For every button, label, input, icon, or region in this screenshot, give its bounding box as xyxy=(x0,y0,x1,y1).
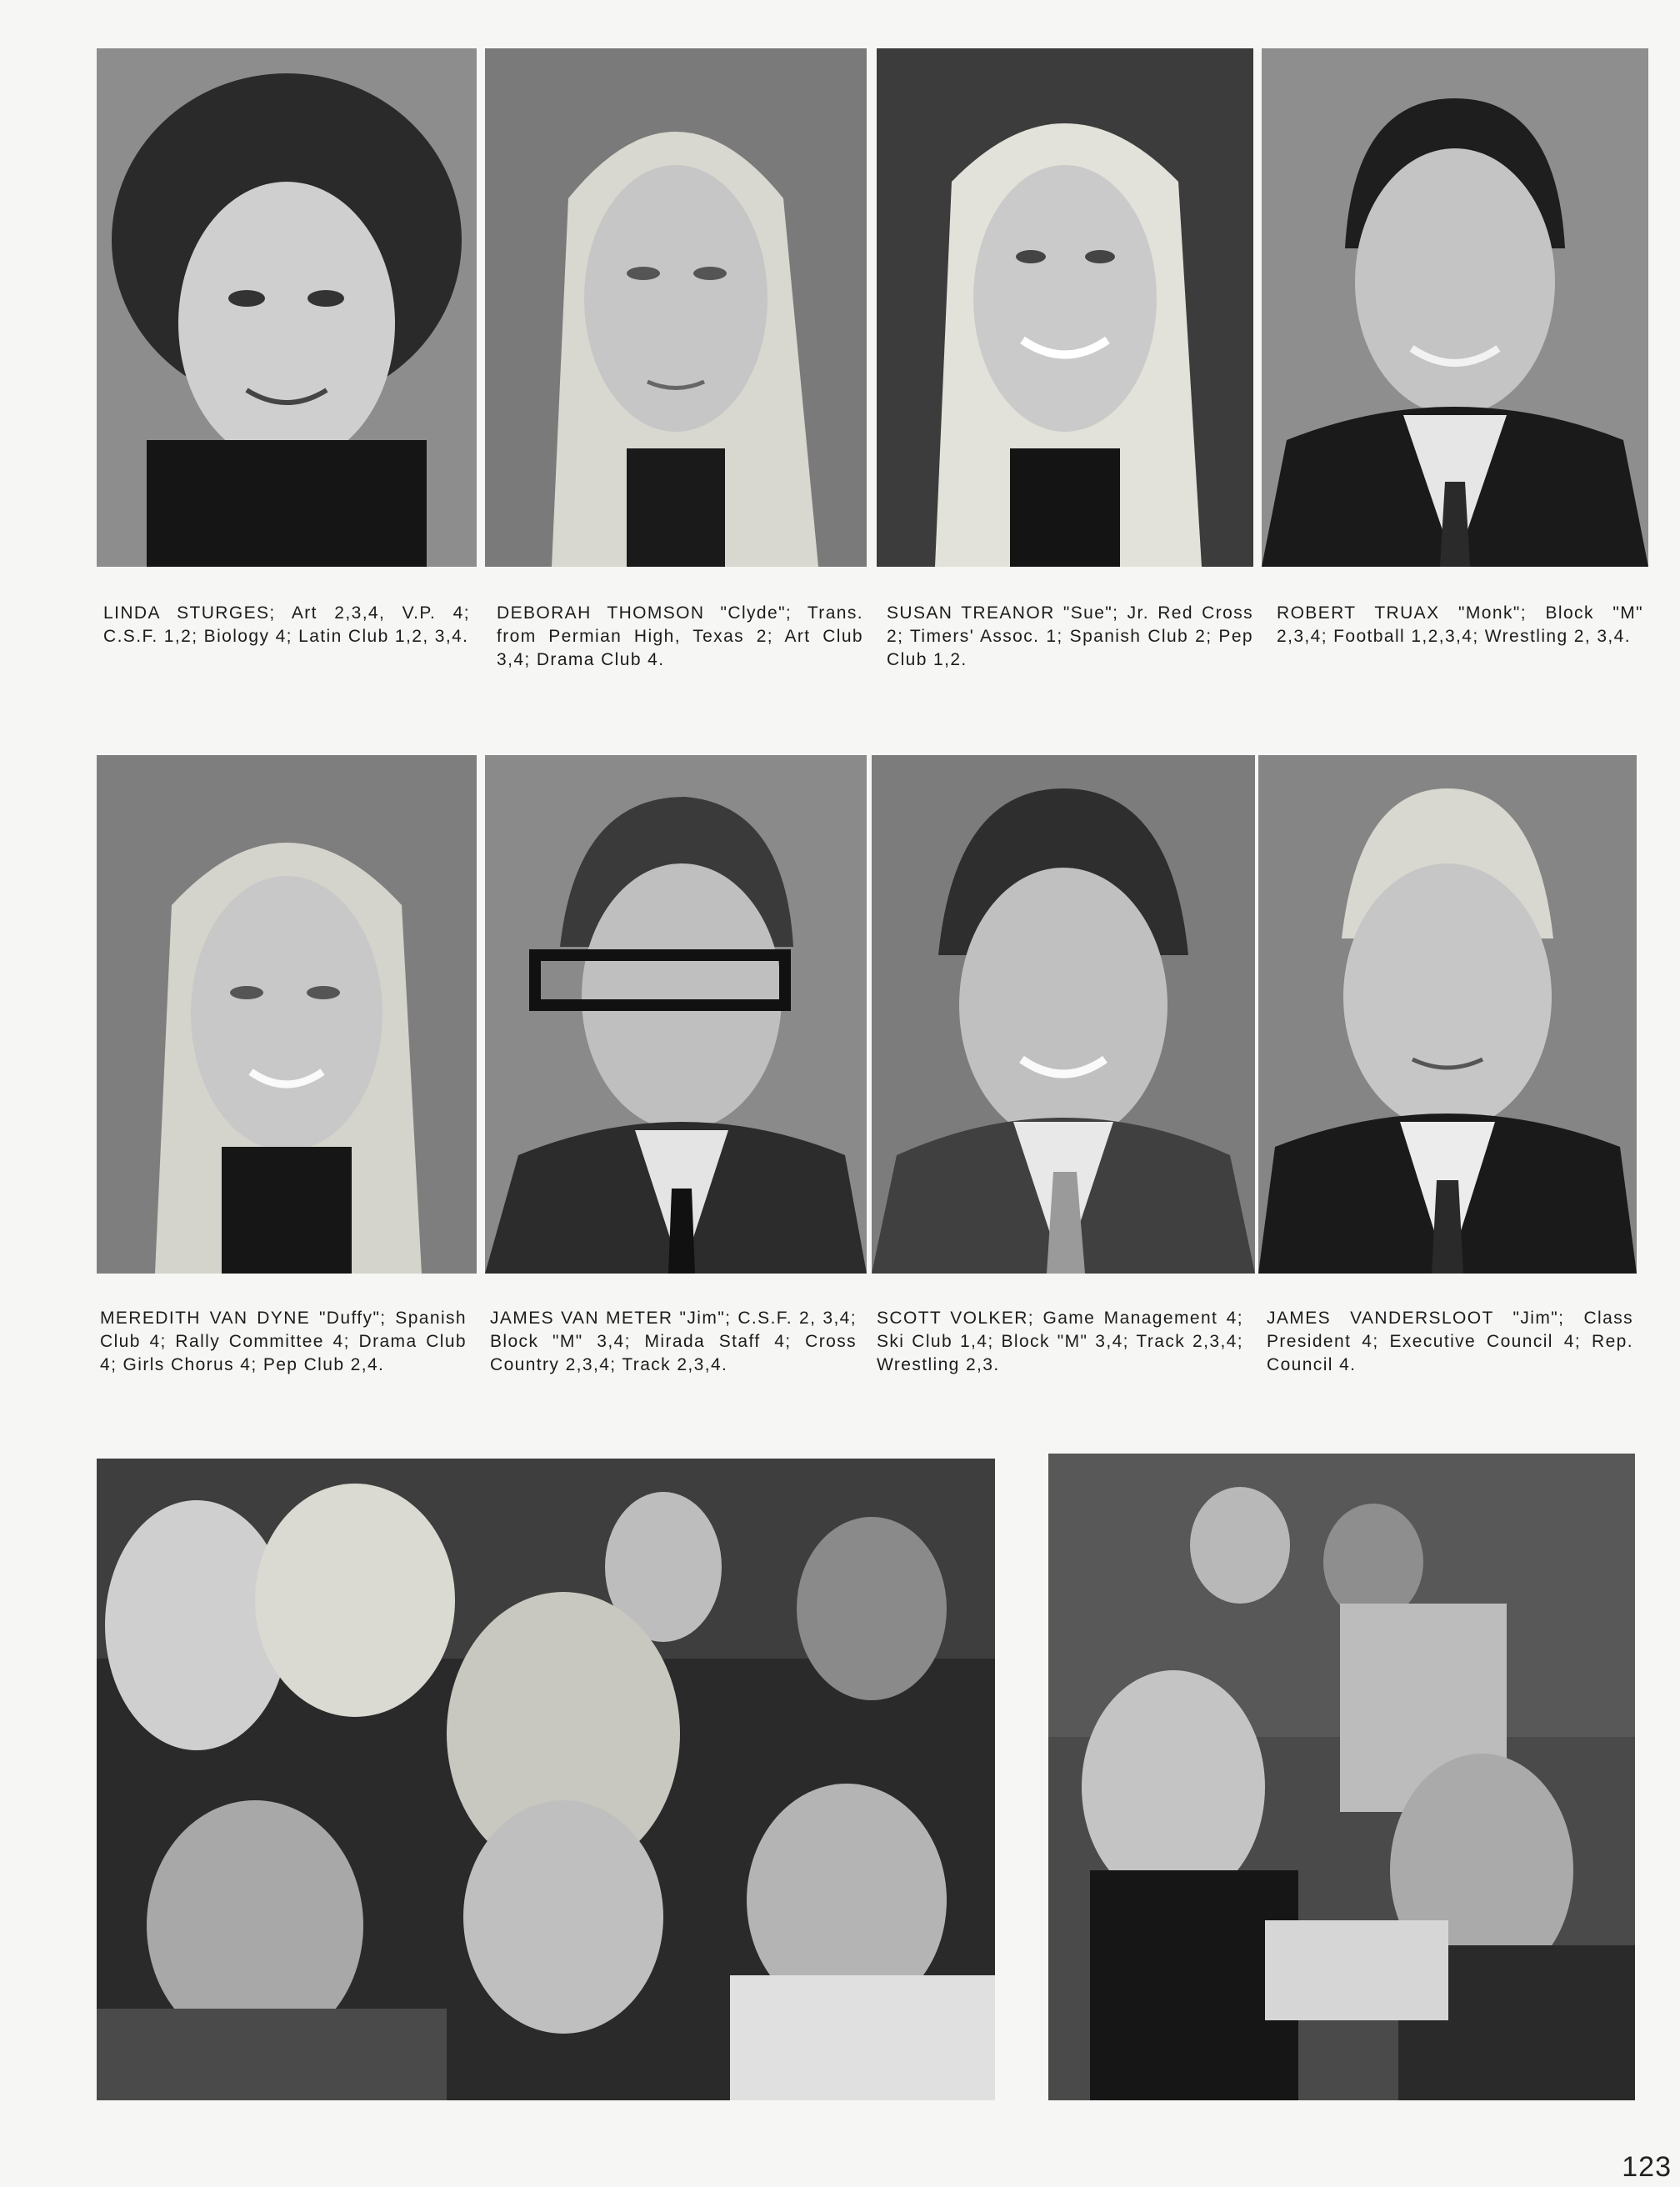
portrait-photo-6 xyxy=(485,755,867,1274)
portrait-photo-3 xyxy=(877,48,1253,567)
portrait-photo-8 xyxy=(1258,755,1637,1274)
portrait-caption-4: ROBERT TRUAX "Monk"; Block "M" 2,3,4; Football 1,2,3,4; Wrestling 2, 3,4. xyxy=(1277,603,1643,646)
candid-photo-classroom xyxy=(1048,1454,1635,2100)
portrait-caption-1: LINDA STURGES; Art 2,3,4, V.P. 4; C.S.F. 1,2; Biology 4; Latin Club 1,2, 3,4. xyxy=(103,603,470,646)
portrait-photo-7 xyxy=(872,755,1255,1274)
portrait-caption-6: JAMES VAN METER "Jim"; C.S.F. 2, 3,4; Block "M" 3,4; Mirada Staff 4; Cross Country 2,3,4; Track 2,3,4. xyxy=(490,1309,857,1374)
candid-photo-group-students xyxy=(97,1459,995,2100)
portrait-caption-2: DEBORAH THOMSON "Clyde"; Trans. from Permian High, Texas 2; Art Club 3,4; Drama Club 4. xyxy=(497,603,863,669)
portrait-caption-8: JAMES VANDERSLOOT "Jim"; Class President 4; Executive Council 4; Rep. Council 4. xyxy=(1267,1309,1633,1374)
portrait-caption-7: SCOTT VOLKER; Game Management 4; Ski Club 1,4; Block "M" 3,4; Track 2,3,4; Wrestling 2,3. xyxy=(877,1309,1243,1374)
portrait-caption-3: SUSAN TREANOR "Sue"; Jr. Red Cross 2; Timers' Assoc. 1; Spanish Club 2; Pep Club 1,2. xyxy=(887,603,1253,669)
portrait-photo-5 xyxy=(97,755,477,1274)
portrait-photo-2 xyxy=(485,48,867,567)
portrait-caption-5: MEREDITH VAN DYNE "Duffy"; Spanish Club 4; Rally Committee 4; Drama Club 4; Girls Chorus 4; Pep Club 2,4. xyxy=(100,1309,467,1374)
portrait-photo-1 xyxy=(97,48,477,567)
page-number: 123 xyxy=(1622,2151,1672,2183)
portrait-photo-4 xyxy=(1262,48,1648,567)
